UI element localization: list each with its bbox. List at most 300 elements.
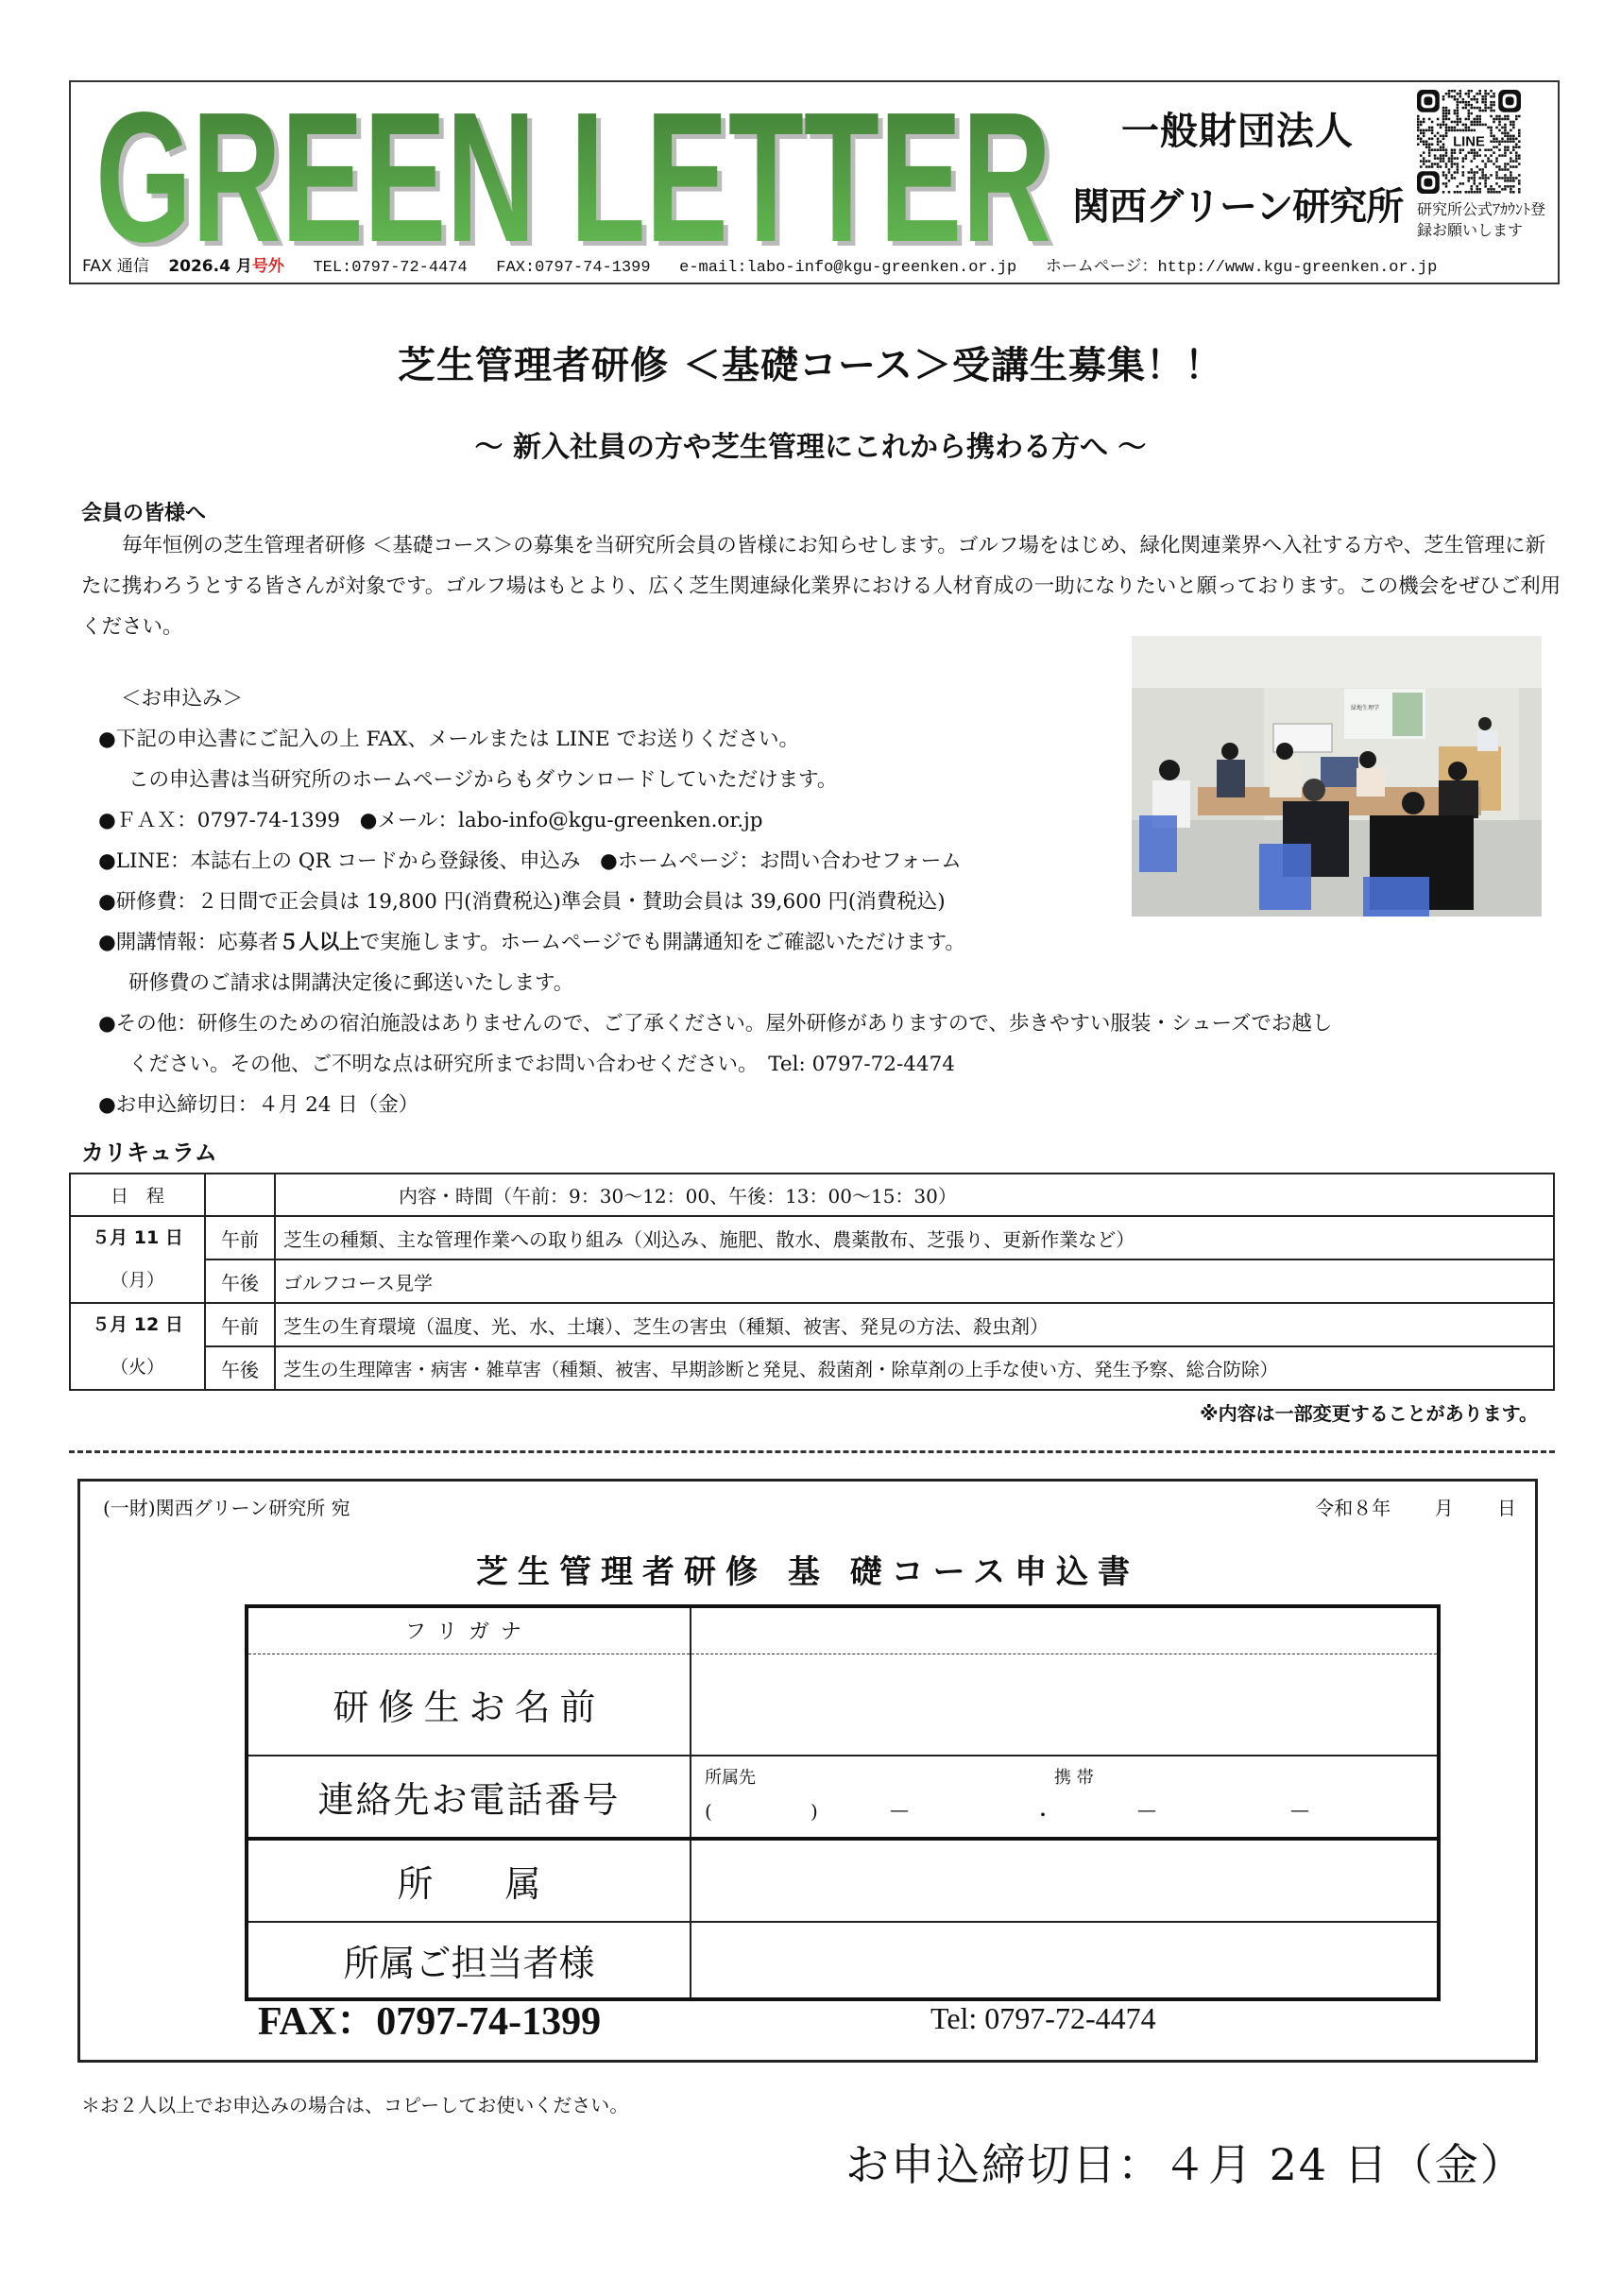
- qr-module: [1445, 110, 1448, 112]
- qr-module: [1465, 191, 1468, 194]
- qr-module: [1510, 141, 1512, 144]
- qr-module: [1495, 146, 1498, 148]
- qr-module: [1490, 107, 1493, 110]
- qr-module: [1484, 101, 1487, 104]
- furigana-field[interactable]: [691, 1606, 1439, 1653]
- org-type: 一般財団法人: [1121, 110, 1354, 153]
- qr-module: [1417, 135, 1420, 138]
- qr-module: [1481, 168, 1484, 171]
- qr-module: [1462, 101, 1465, 104]
- qr-module: [1442, 115, 1445, 118]
- qr-module: [1501, 127, 1504, 129]
- qr-module: [1454, 163, 1457, 165]
- qr-module: [1420, 124, 1423, 127]
- fax-tsushin: FAX 通信: [82, 257, 149, 276]
- header-email[interactable]: e-mail:labo-info@kgu-greenken.or.jp: [679, 259, 1017, 277]
- qr-module: [1434, 154, 1437, 157]
- contact-person-row: [247, 1922, 1439, 1999]
- info-prefix: ●開講情報：応募者: [98, 931, 279, 954]
- name-row: [247, 1653, 1439, 1756]
- qr-module: [1445, 182, 1448, 185]
- qr-module: [1448, 129, 1451, 132]
- qr-module: [1490, 127, 1493, 129]
- qr-module: [1448, 93, 1451, 95]
- qr-module: [1434, 135, 1437, 138]
- qr-module: [1423, 143, 1425, 146]
- qr-module: [1451, 95, 1454, 98]
- qr-module: [1437, 118, 1440, 121]
- qr-module: [1459, 90, 1462, 93]
- qr-module: [1454, 112, 1457, 115]
- qr-module: [1473, 121, 1476, 124]
- qr-module: [1451, 177, 1454, 180]
- qr-module: [1445, 154, 1448, 157]
- application-homepage[interactable]: ●ホームページ：お問い合わせフォーム: [600, 849, 962, 873]
- name-field[interactable]: [691, 1653, 1439, 1756]
- qr-module: [1487, 191, 1490, 194]
- qr-module: [1498, 177, 1501, 180]
- qr-module: [1454, 171, 1457, 174]
- qr-module: [1434, 163, 1437, 165]
- qr-module: [1478, 168, 1481, 171]
- qr-module: [1501, 118, 1504, 121]
- org-name: 関西グリーン研究所: [1072, 185, 1404, 229]
- qr-module: [1473, 171, 1476, 174]
- qr-module: [1512, 160, 1515, 163]
- qr-module: [1442, 182, 1445, 185]
- qr-module: [1473, 182, 1476, 185]
- qr-module: [1465, 129, 1468, 132]
- qr-module: [1490, 135, 1493, 138]
- qr-module: [1481, 110, 1484, 112]
- qr-module: [1493, 188, 1495, 191]
- qr-module: [1478, 182, 1481, 185]
- qr-module: [1476, 151, 1478, 154]
- qr-module: [1454, 110, 1457, 112]
- qr-module: [1440, 146, 1442, 148]
- qr-module: [1470, 188, 1473, 191]
- info-suffix: で実施します。ホームページでも開講通知をご確認いただけます。: [359, 931, 965, 954]
- qr-module: [1468, 191, 1471, 194]
- qr-module: [1498, 168, 1501, 171]
- qr-module: [1493, 141, 1495, 144]
- qr-module: [1478, 90, 1481, 93]
- qr-module: [1504, 148, 1507, 151]
- qr-module: [1420, 141, 1423, 144]
- furigana-row: [247, 1606, 1439, 1653]
- qr-module: [1484, 180, 1487, 182]
- qr-module: [1445, 112, 1448, 115]
- qr-module: [1476, 93, 1478, 95]
- qr-module: [1476, 185, 1478, 188]
- qr-module: [1481, 101, 1484, 104]
- qr-module: [1515, 157, 1518, 160]
- qr-module: [1448, 168, 1451, 171]
- qr-module: [1442, 191, 1445, 194]
- application-mail[interactable]: ●メール：labo-info@kgu-greenken.or.jp: [359, 809, 763, 832]
- qr-module: [1490, 95, 1493, 98]
- qr-module: [1428, 127, 1431, 129]
- qr-module: [1518, 129, 1521, 132]
- line-qr-code[interactable]: [1417, 90, 1521, 194]
- page-subtitle: ～ 新入社員の方や芝生管理にこれから携わる方へ ～: [474, 431, 1147, 464]
- qr-module: [1445, 185, 1448, 188]
- qr-module: [1512, 148, 1515, 151]
- day-2-date-cell: [70, 1303, 205, 1390]
- qr-module: [1431, 143, 1434, 146]
- qr-module: [1507, 138, 1510, 141]
- qr-module: [1515, 151, 1518, 154]
- qr-module: [1442, 154, 1445, 157]
- qr-module: [1490, 132, 1493, 135]
- qr-module: [1442, 124, 1445, 127]
- curriculum-note: ※内容は一部変更することがあります。: [1200, 1402, 1538, 1425]
- phone-office-label: 所属先: [705, 1768, 756, 1788]
- qr-module: [1490, 115, 1493, 118]
- qr-module: [1476, 121, 1478, 124]
- qr-module: [1420, 154, 1423, 157]
- qr-module: [1478, 93, 1481, 95]
- qr-module: [1518, 154, 1521, 157]
- qr-module: [1495, 182, 1498, 185]
- qr-module: [1425, 129, 1428, 132]
- affiliation-field[interactable]: [691, 1839, 1439, 1922]
- qr-module: [1510, 171, 1512, 174]
- qr-module: [1495, 174, 1498, 177]
- qr-module: [1498, 129, 1501, 132]
- qr-module: [1468, 112, 1471, 115]
- qr-module: [1501, 177, 1504, 180]
- qr-module: [1442, 118, 1445, 121]
- qr-module: [1462, 160, 1465, 163]
- qr-module: [1504, 188, 1507, 191]
- qr-module: [1457, 93, 1459, 95]
- qr-module: [1518, 157, 1521, 160]
- qr-module: [1423, 163, 1425, 165]
- qr-module: [1448, 90, 1451, 93]
- qr-module: [1470, 112, 1473, 115]
- qr-module: [1518, 182, 1521, 185]
- qr-module: [1504, 135, 1507, 138]
- qr-module: [1423, 135, 1425, 138]
- qr-module: [1431, 127, 1434, 129]
- qr-module: [1504, 118, 1507, 121]
- qr-module: [1493, 93, 1495, 95]
- application-deadline: ●お申込締切日：４月 24 日（金）: [98, 1093, 419, 1117]
- qr-module: [1518, 174, 1521, 177]
- header-homepage[interactable]: ホームページ：http://www.kgu-greenken.or.jp: [1045, 259, 1438, 277]
- qr-module: [1495, 115, 1498, 118]
- qr-module: [1442, 174, 1445, 177]
- qr-module: [1501, 188, 1504, 191]
- qr-module: [1459, 129, 1462, 132]
- header-schedule: 日 程: [70, 1174, 205, 1216]
- session-content: 芝生の生理障害・病害・雑草害（種類、被害、早期診断と発見、殺菌剤・除草剤の上手な使い方、発生予察、総合防除）: [275, 1346, 1554, 1390]
- qr-module: [1504, 168, 1507, 171]
- qr-module: [1504, 177, 1507, 180]
- qr-module: [1510, 165, 1512, 168]
- qr-module: [1442, 157, 1445, 160]
- application-fax: ●ＦＡＸ：0797-74-1399: [98, 809, 341, 832]
- qr-module: [1437, 132, 1440, 135]
- qr-module: [1465, 101, 1468, 104]
- qr-module: [1437, 157, 1440, 160]
- phone-mobile-label: 携 帯: [1054, 1768, 1094, 1788]
- qr-module: [1490, 141, 1493, 144]
- qr-module: [1442, 121, 1445, 124]
- qr-module: [1440, 157, 1442, 160]
- day-1-date: ５月 11 日: [92, 1227, 183, 1248]
- qr-module: [1515, 118, 1518, 121]
- qr-module: [1440, 165, 1442, 168]
- qr-module: [1476, 191, 1478, 194]
- qr-module: [1445, 107, 1448, 110]
- qr-module: [1431, 121, 1434, 124]
- qr-module: [1468, 95, 1471, 98]
- qr-module: [1512, 165, 1515, 168]
- form-fax: FAX：0797-74-1399: [258, 2000, 602, 2044]
- qr-module: [1448, 160, 1451, 163]
- qr-module: [1481, 177, 1484, 180]
- qr-module: [1484, 110, 1487, 112]
- qr-module: [1481, 124, 1484, 127]
- qr-module: [1504, 151, 1507, 154]
- qr-module: [1423, 121, 1425, 124]
- qr-module: [1512, 141, 1515, 144]
- qr-module: [1490, 188, 1493, 191]
- qr-module: [1478, 124, 1481, 127]
- qr-module: [1431, 138, 1434, 141]
- qr-module: [1454, 157, 1457, 160]
- qr-module: [1495, 138, 1498, 141]
- qr-module: [1495, 177, 1498, 180]
- phone-row: [247, 1756, 1439, 1839]
- qr-module: [1462, 124, 1465, 127]
- form-date[interactable]: 令和８年 月 日: [1315, 1497, 1516, 1519]
- qr-module: [1512, 127, 1515, 129]
- qr-module: [1498, 115, 1501, 118]
- qr-module: [1478, 177, 1481, 180]
- qr-module: [1498, 148, 1501, 151]
- qr-module: [1473, 157, 1476, 160]
- qr-module: [1512, 191, 1515, 194]
- qr-module: [1457, 104, 1459, 107]
- phone-field[interactable]: [691, 1756, 1439, 1839]
- qr-module: [1428, 148, 1431, 151]
- qr-module: [1417, 138, 1420, 141]
- qr-module: [1498, 185, 1501, 188]
- qr-module: [1490, 191, 1493, 194]
- qr-module: [1478, 191, 1481, 194]
- qr-module: [1493, 191, 1495, 194]
- qr-module: [1476, 171, 1478, 174]
- qr-module: [1498, 118, 1501, 121]
- phone-paren-open: (: [705, 1800, 712, 1823]
- qr-module: [1431, 165, 1434, 168]
- qr-module: [1504, 154, 1507, 157]
- qr-module: [1425, 141, 1428, 144]
- qr-module: [1493, 121, 1495, 124]
- curriculum-header-row: [70, 1174, 1554, 1216]
- qr-module: [1484, 177, 1487, 180]
- phone-dot: ・: [1033, 1804, 1052, 1826]
- qr-module: [1420, 121, 1423, 124]
- qr-module: [1440, 154, 1442, 157]
- qr-module: [1510, 160, 1512, 163]
- form-tel: Tel: 0797-72-4474: [930, 2001, 1156, 2035]
- qr-module: [1470, 160, 1473, 163]
- qr-module: [1487, 127, 1490, 129]
- qr-module: [1434, 148, 1437, 151]
- qr-module: [1507, 146, 1510, 148]
- qr-module: [1445, 151, 1448, 154]
- qr-module: [1462, 171, 1465, 174]
- qr-module: [1512, 146, 1515, 148]
- qr-module: [1473, 151, 1476, 154]
- qr-module: [1442, 138, 1445, 141]
- qr-module: [1487, 93, 1490, 95]
- phone-dash-1: —: [890, 1798, 909, 1821]
- qr-module: [1457, 121, 1459, 124]
- qr-module: [1442, 143, 1445, 146]
- qr-caption: 研究所公式ｱｶｳﾝﾄ登録お願いします: [1417, 200, 1546, 239]
- qr-module: [1451, 129, 1454, 132]
- qr-module: [1445, 132, 1448, 135]
- qr-module: [1476, 118, 1478, 121]
- slide-title: 緑地生理学: [1351, 705, 1380, 711]
- application-fax-mail: [98, 800, 763, 841]
- qr-module: [1417, 124, 1420, 127]
- qr-module: [1437, 138, 1440, 141]
- session-period: 午後: [205, 1346, 275, 1390]
- logo-text: GREEN LETTER: [95, 84, 1051, 247]
- qr-module: [1445, 135, 1448, 138]
- qr-module: [1476, 115, 1478, 118]
- qr-module: [1465, 118, 1468, 121]
- qr-module: [1498, 191, 1501, 194]
- qr-module: [1504, 163, 1507, 165]
- qr-module: [1451, 90, 1454, 93]
- qr-module: [1470, 177, 1473, 180]
- qr-module: [1490, 160, 1493, 163]
- qr-module: [1507, 148, 1510, 151]
- qr-module: [1515, 165, 1518, 168]
- qr-module: [1434, 157, 1437, 160]
- qr-module: [1454, 98, 1457, 101]
- qr-module: [1518, 163, 1521, 165]
- extra-edition-badge: 号外: [251, 257, 284, 276]
- qr-module: [1473, 174, 1476, 177]
- page-title: 芝生管理者研修 ＜基礎コース＞受講生募集！！: [398, 344, 1223, 387]
- day-1-weekday: （月）: [110, 1270, 164, 1291]
- qr-module: [1473, 118, 1476, 121]
- qr-module: [1490, 101, 1493, 104]
- qr-module: [1493, 95, 1495, 98]
- qr-module: [1445, 129, 1448, 132]
- qr-module: [1442, 112, 1445, 115]
- qr-module: [1457, 101, 1459, 104]
- cut-line: [69, 1450, 1555, 1453]
- qr-module: [1468, 171, 1471, 174]
- qr-module: [1493, 104, 1495, 107]
- qr-module: [1454, 95, 1457, 98]
- qr-module: [1484, 95, 1487, 98]
- qr-module: [1481, 171, 1484, 174]
- qr-module: [1510, 191, 1512, 194]
- qr-module: [1448, 112, 1451, 115]
- qr-module: [1510, 185, 1512, 188]
- contact-person-field[interactable]: [691, 1922, 1439, 1999]
- curriculum-heading: カリキュラム: [81, 1139, 217, 1166]
- qr-module: [1470, 191, 1473, 194]
- qr-module: [1445, 177, 1448, 180]
- qr-module: [1495, 191, 1498, 194]
- session-period: 午前: [205, 1303, 275, 1346]
- qr-module: [1476, 107, 1478, 110]
- qr-module: [1518, 115, 1521, 118]
- qr-module: [1484, 154, 1487, 157]
- qr-module: [1470, 104, 1473, 107]
- qr-module: [1504, 124, 1507, 127]
- qr-module: [1442, 135, 1445, 138]
- qr-module: [1457, 107, 1459, 110]
- qr-module: [1478, 121, 1481, 124]
- qr-module: [1507, 185, 1510, 188]
- qr-module: [1487, 160, 1490, 163]
- qr-module: [1484, 104, 1487, 107]
- qr-module: [1459, 93, 1462, 95]
- qr-module: [1442, 98, 1445, 101]
- phone-dash-3: —: [1290, 1798, 1309, 1821]
- header-period: [205, 1174, 275, 1216]
- qr-module: [1440, 148, 1442, 151]
- qr-module: [1481, 95, 1484, 98]
- qr-module: [1510, 121, 1512, 124]
- qr-module: [1420, 138, 1423, 141]
- qr-module: [1445, 174, 1448, 177]
- qr-module: [1420, 160, 1423, 163]
- qr-module: [1498, 154, 1501, 157]
- qr-module: [1448, 95, 1451, 98]
- qr-module: [1481, 98, 1484, 101]
- qr-module: [1465, 154, 1468, 157]
- qr-module: [1457, 115, 1459, 118]
- qr-module: [1457, 157, 1459, 160]
- qr-module: [1465, 124, 1468, 127]
- qr-module: [1476, 165, 1478, 168]
- qr-module: [1423, 132, 1425, 135]
- qr-module: [1490, 110, 1493, 112]
- qr-module: [1504, 127, 1507, 129]
- qr-module: [1462, 107, 1465, 110]
- session-content: 芝生の種類、主な管理作業への取り組み（刈込み、施肥、散水、農薬散布、芝張り、更新作業など）: [275, 1216, 1554, 1259]
- qr-module: [1507, 135, 1510, 138]
- qr-module: [1473, 129, 1476, 132]
- qr-module: [1510, 177, 1512, 180]
- application-billing: 研修費のご請求は開講決定後に郵送いたします。: [128, 971, 574, 995]
- qr-module: [1420, 132, 1423, 135]
- qr-module: [1504, 141, 1507, 144]
- qr-module: [1462, 129, 1465, 132]
- qr-module: [1495, 157, 1498, 160]
- qr-module: [1457, 110, 1459, 112]
- qr-module: [1462, 174, 1465, 177]
- qr-module: [1490, 104, 1493, 107]
- name-label: 研修生お名前: [247, 1653, 691, 1756]
- qr-module: [1470, 168, 1473, 171]
- copy-note: ＊お２人以上でお申込みの場合は、コピーしてお使いください。: [81, 2094, 629, 2116]
- qr-module: [1440, 141, 1442, 144]
